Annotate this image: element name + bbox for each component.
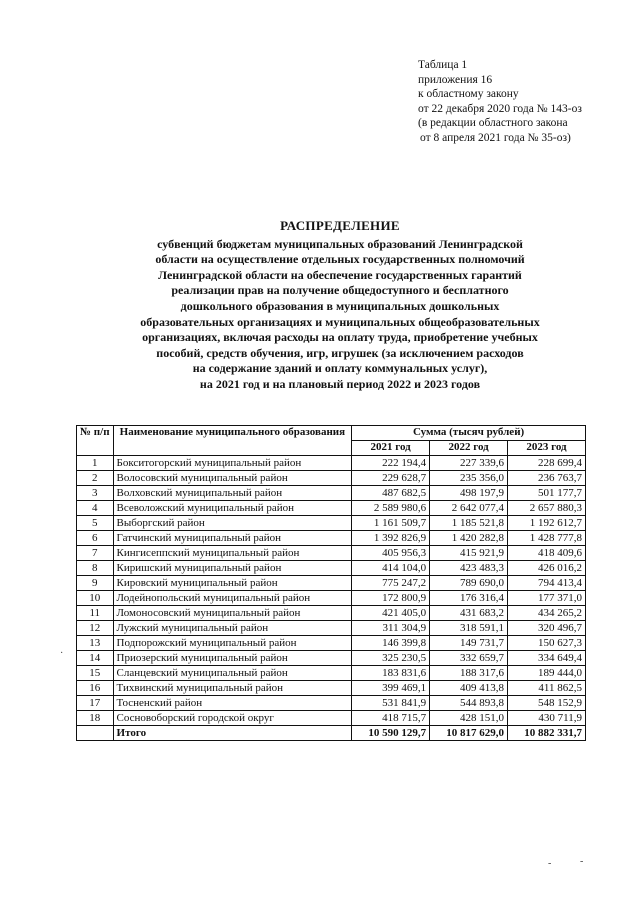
row-name: Волховский муниципальный район bbox=[113, 486, 352, 501]
row-value-2021: 229 628,7 bbox=[352, 471, 430, 486]
row-value-2021: 399 469,1 bbox=[352, 681, 430, 696]
row-value-2023: 794 413,4 bbox=[508, 576, 586, 591]
row-value-2022: 498 197,9 bbox=[430, 486, 508, 501]
row-value-2023: 177 371,0 bbox=[508, 591, 586, 606]
title-main: РАСПРЕДЕЛЕНИЕ bbox=[280, 218, 400, 233]
total-2023: 10 882 331,7 bbox=[508, 726, 586, 741]
row-name: Сланцевский муниципальный район bbox=[113, 666, 352, 681]
document-title bbox=[60, 218, 620, 393]
row-name: Тихвинский муниципальный район bbox=[113, 681, 352, 696]
row-value-2021: 146 399,8 bbox=[352, 636, 430, 651]
header-line: от 8 апреля 2021 года № 35-оз) bbox=[420, 131, 571, 144]
row-name: Бокситогорский муниципальный район bbox=[113, 456, 352, 471]
row-value-2022: 332 659,7 bbox=[430, 651, 508, 666]
title-line: области на осуществление отдельных государственных полномочий bbox=[155, 252, 525, 267]
row-value-2022: 227 339,6 bbox=[430, 456, 508, 471]
row-number: 18 bbox=[77, 711, 114, 726]
row-value-2022: 415 921,9 bbox=[430, 546, 508, 561]
row-value-2021: 183 831,6 bbox=[352, 666, 430, 681]
total-2022: 10 817 629,0 bbox=[430, 726, 508, 741]
column-header-year: 2021 год bbox=[352, 441, 430, 456]
row-number: 12 bbox=[77, 621, 114, 636]
table-row bbox=[77, 711, 586, 726]
row-name: Лодейнопольский муниципальный район bbox=[113, 591, 352, 606]
title-line: организациях, включая расходы на оплату труда, приобретение учебных bbox=[142, 330, 538, 345]
table-row bbox=[77, 486, 586, 501]
total-2021: 10 590 129,7 bbox=[352, 726, 430, 741]
row-value-2021: 1 392 826,9 bbox=[352, 531, 430, 546]
table-row bbox=[77, 516, 586, 531]
row-value-2023: 334 649,4 bbox=[508, 651, 586, 666]
table-row bbox=[77, 531, 586, 546]
row-value-2021: 222 194,4 bbox=[352, 456, 430, 471]
row-value-2022: 428 151,0 bbox=[430, 711, 508, 726]
row-name: Тосненский район bbox=[113, 696, 352, 711]
row-number: 7 bbox=[77, 546, 114, 561]
table-row bbox=[77, 666, 586, 681]
row-value-2021: 414 104,0 bbox=[352, 561, 430, 576]
row-value-2022: 1 420 282,8 bbox=[430, 531, 508, 546]
title-line: образовательных организациях и муниципальных общеобразовательных bbox=[140, 314, 540, 329]
row-value-2022: 176 316,4 bbox=[430, 591, 508, 606]
row-value-2021: 418 715,7 bbox=[352, 711, 430, 726]
header-line: приложения 16 bbox=[418, 73, 493, 86]
table-row bbox=[77, 546, 586, 561]
table-row bbox=[77, 456, 586, 471]
row-value-2021: 325 230,5 bbox=[352, 651, 430, 666]
row-value-2022: 235 356,0 bbox=[430, 471, 508, 486]
row-value-2021: 311 304,9 bbox=[352, 621, 430, 636]
row-number: 8 bbox=[77, 561, 114, 576]
row-value-2021: 405 956,3 bbox=[352, 546, 430, 561]
row-number: 5 bbox=[77, 516, 114, 531]
row-number: 14 bbox=[77, 651, 114, 666]
row-value-2023: 2 657 880,3 bbox=[508, 501, 586, 516]
column-header-year: 2023 год bbox=[508, 441, 586, 456]
row-value-2022: 789 690,0 bbox=[430, 576, 508, 591]
title-line: реализации прав на получение общедоступного и бесплатного bbox=[171, 283, 509, 298]
distribution-table bbox=[76, 425, 586, 741]
title-line: на содержание зданий и оплату коммунальных услуг), bbox=[192, 361, 488, 376]
row-value-2023: 426 016,2 bbox=[508, 561, 586, 576]
row-value-2023: 418 409,6 bbox=[508, 546, 586, 561]
table-row bbox=[77, 561, 586, 576]
row-number: 9 bbox=[77, 576, 114, 591]
table-row bbox=[77, 621, 586, 636]
row-value-2023: 1 192 612,7 bbox=[508, 516, 586, 531]
row-number: 3 bbox=[77, 486, 114, 501]
column-header-name: Наименование муниципального образования bbox=[113, 426, 352, 456]
row-value-2022: 1 185 521,8 bbox=[430, 516, 508, 531]
row-name: Ломоносовский муниципальный район bbox=[113, 606, 352, 621]
row-value-2022: 431 683,2 bbox=[430, 606, 508, 621]
row-value-2023: 430 711,9 bbox=[508, 711, 586, 726]
row-name: Приозерский муниципальный район bbox=[113, 651, 352, 666]
row-number: 4 bbox=[77, 501, 114, 516]
row-value-2023: 411 862,5 bbox=[508, 681, 586, 696]
title-line: дошкольного образования в муниципальных дошкольных bbox=[180, 298, 500, 313]
row-number: 2 bbox=[77, 471, 114, 486]
row-name: Кингисеппский муниципальный район bbox=[113, 546, 352, 561]
row-number: 11 bbox=[77, 606, 114, 621]
scan-mark: · bbox=[60, 648, 64, 659]
row-name: Кировский муниципальный район bbox=[113, 576, 352, 591]
header-line: Таблица 1 bbox=[418, 59, 468, 71]
header-line: к областному закону bbox=[418, 88, 519, 101]
row-value-2022: 423 483,3 bbox=[430, 561, 508, 576]
row-value-2023: 501 177,7 bbox=[508, 486, 586, 501]
row-value-2021: 487 682,5 bbox=[352, 486, 430, 501]
table-row bbox=[77, 591, 586, 606]
scan-mark: - bbox=[580, 856, 584, 867]
column-header-number: № п/п bbox=[77, 426, 114, 456]
title-line: пособий, средств обучения, игр, игрушек (за исключением расходов bbox=[156, 345, 524, 360]
row-value-2021: 421 405,0 bbox=[352, 606, 430, 621]
row-value-2023: 236 763,7 bbox=[508, 471, 586, 486]
row-value-2022: 188 317,6 bbox=[430, 666, 508, 681]
row-name: Всеволожский муниципальный район bbox=[113, 501, 352, 516]
column-header-sum: Сумма (тысяч рублей) bbox=[352, 426, 586, 441]
table-row bbox=[77, 576, 586, 591]
row-name: Гатчинский муниципальный район bbox=[113, 531, 352, 546]
row-value-2022: 2 642 077,4 bbox=[430, 501, 508, 516]
table-row bbox=[77, 606, 586, 621]
table-row bbox=[77, 471, 586, 486]
row-name: Киришский муниципальный район bbox=[113, 561, 352, 576]
row-value-2021: 531 841,9 bbox=[352, 696, 430, 711]
row-number: 6 bbox=[77, 531, 114, 546]
title-line: субвенций бюджетам муниципальных образований Ленинградской bbox=[157, 236, 523, 251]
row-value-2023: 320 496,7 bbox=[508, 621, 586, 636]
row-name: Сосновоборский городской округ bbox=[113, 711, 352, 726]
row-value-2023: 1 428 777,8 bbox=[508, 531, 586, 546]
row-value-2022: 544 893,8 bbox=[430, 696, 508, 711]
row-value-2023: 548 152,9 bbox=[508, 696, 586, 711]
document-header-note bbox=[418, 58, 633, 146]
row-number: 10 bbox=[77, 591, 114, 606]
row-value-2022: 318 591,1 bbox=[430, 621, 508, 636]
row-value-2022: 149 731,7 bbox=[430, 636, 508, 651]
row-value-2021: 1 161 509,7 bbox=[352, 516, 430, 531]
table-row bbox=[77, 651, 586, 666]
row-value-2023: 150 627,3 bbox=[508, 636, 586, 651]
header-line: (в редакции областного закона bbox=[418, 117, 568, 130]
row-name: Волосовский муниципальный район bbox=[113, 471, 352, 486]
row-value-2021: 775 247,2 bbox=[352, 576, 430, 591]
row-value-2021: 2 589 980,6 bbox=[352, 501, 430, 516]
table-row bbox=[77, 501, 586, 516]
total-row bbox=[77, 726, 586, 741]
table-row bbox=[77, 696, 586, 711]
column-header-year: 2022 год bbox=[430, 441, 508, 456]
table-row bbox=[77, 681, 586, 696]
total-label: Итого bbox=[113, 726, 352, 741]
row-number: 16 bbox=[77, 681, 114, 696]
row-name: Подпорожский муниципальный район bbox=[113, 636, 352, 651]
row-name: Выборгский район bbox=[113, 516, 352, 531]
title-line: на 2021 год и на плановый период 2022 и 2023 годов bbox=[199, 376, 481, 391]
row-name: Лужский муниципальный район bbox=[113, 621, 352, 636]
row-number: 17 bbox=[77, 696, 114, 711]
row-number: 1 bbox=[77, 456, 114, 471]
header-line: от 22 декабря 2020 года № 143-оз bbox=[418, 102, 582, 115]
title-line: Ленинградской области на обеспечение государственных гарантий bbox=[158, 267, 522, 282]
row-value-2022: 409 413,8 bbox=[430, 681, 508, 696]
scan-mark: - bbox=[548, 858, 552, 869]
row-value-2023: 434 265,2 bbox=[508, 606, 586, 621]
total-number-cell bbox=[77, 726, 114, 741]
row-value-2023: 189 444,0 bbox=[508, 666, 586, 681]
row-value-2021: 172 800,9 bbox=[352, 591, 430, 606]
row-value-2023: 228 699,4 bbox=[508, 456, 586, 471]
row-number: 15 bbox=[77, 666, 114, 681]
table-row bbox=[77, 636, 586, 651]
row-number: 13 bbox=[77, 636, 114, 651]
